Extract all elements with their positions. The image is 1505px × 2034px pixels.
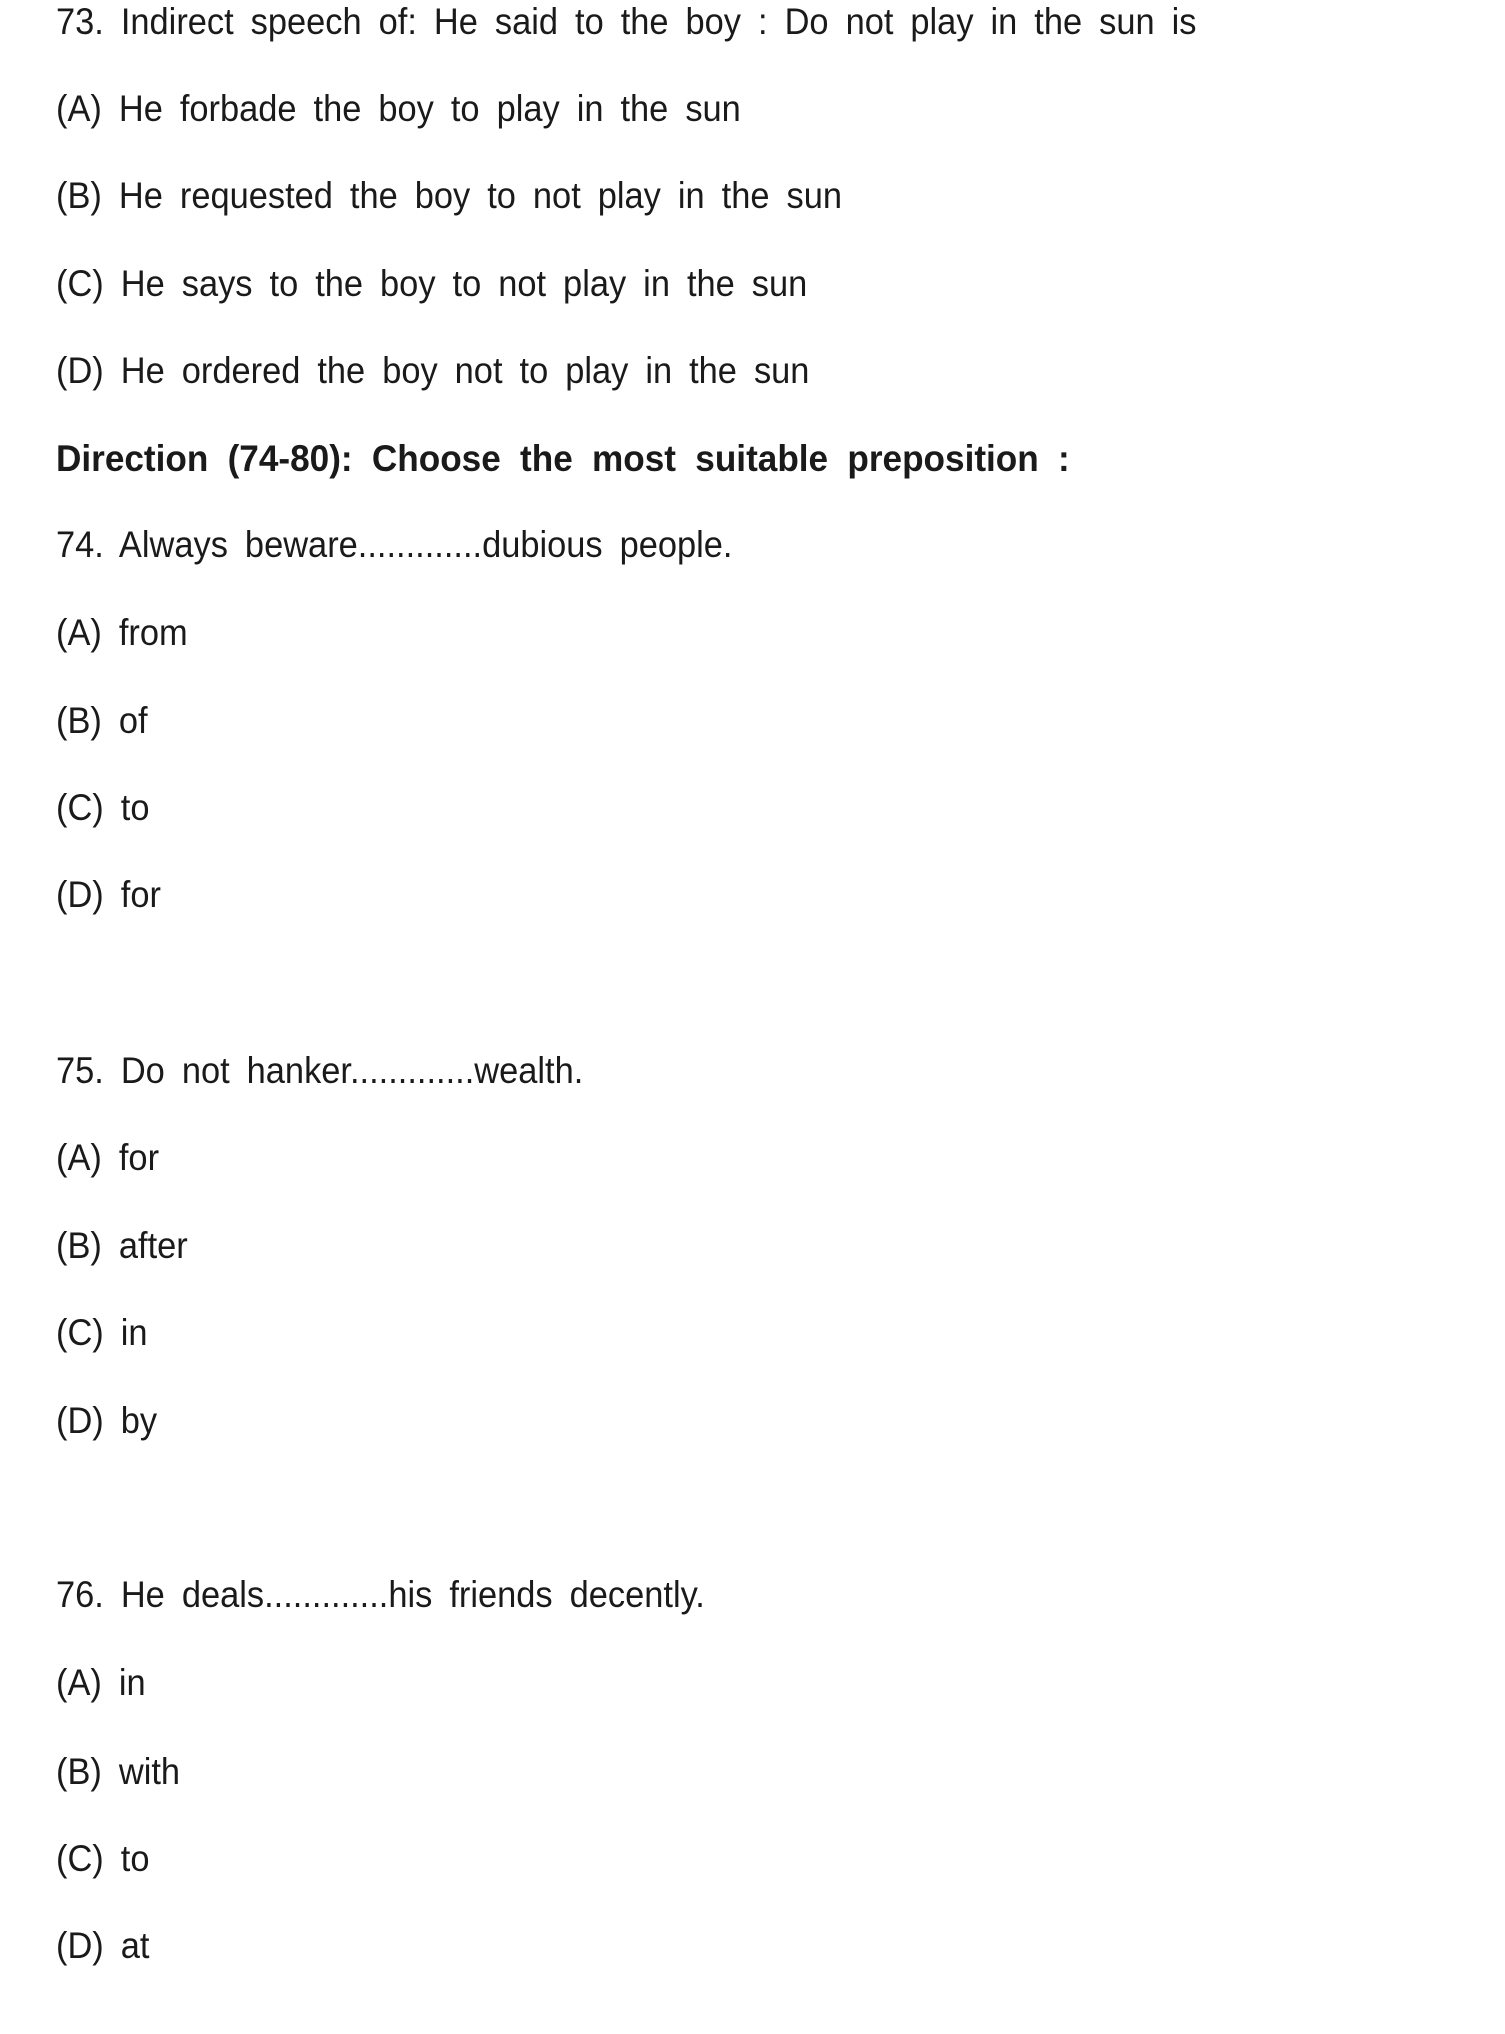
question-73: 73. Indirect speech of: He said to the boy : Do not play in the sun is [56, 1, 1197, 42]
q75-option-c: (C) in [56, 1312, 148, 1353]
q75-option-a: (A) for [56, 1137, 160, 1178]
q73-option-d: (D) He ordered the boy not to play in the sun [56, 350, 810, 391]
question-74: 74. Always beware.............dubious people. [56, 524, 733, 565]
question-76: 76. He deals.............his friends decently. [56, 1574, 705, 1615]
q75-option-b: (B) after [56, 1225, 188, 1266]
q75-option-d: (D) by [56, 1400, 158, 1441]
q74-option-a: (A) from [56, 612, 188, 653]
q74-option-b: (B) of [56, 700, 148, 741]
q73-option-b: (B) He requested the boy to not play in the sun [56, 175, 842, 216]
q76-option-b: (B) with [56, 1751, 181, 1792]
question-75: 75. Do not hanker.............wealth. [56, 1050, 584, 1091]
q73-option-a: (A) He forbade the boy to play in the sun [56, 88, 741, 129]
q74-option-c: (C) to [56, 787, 150, 828]
q76-option-c: (C) to [56, 1838, 150, 1879]
q74-option-d: (D) for [56, 874, 161, 915]
q76-option-d: (D) at [56, 1925, 150, 1966]
q76-option-a: (A) in [56, 1662, 146, 1703]
q73-option-c: (C) He says to the boy to not play in the sun [56, 263, 808, 304]
direction-heading: Direction (74-80): Choose the most suitable preposition : [56, 438, 1070, 479]
